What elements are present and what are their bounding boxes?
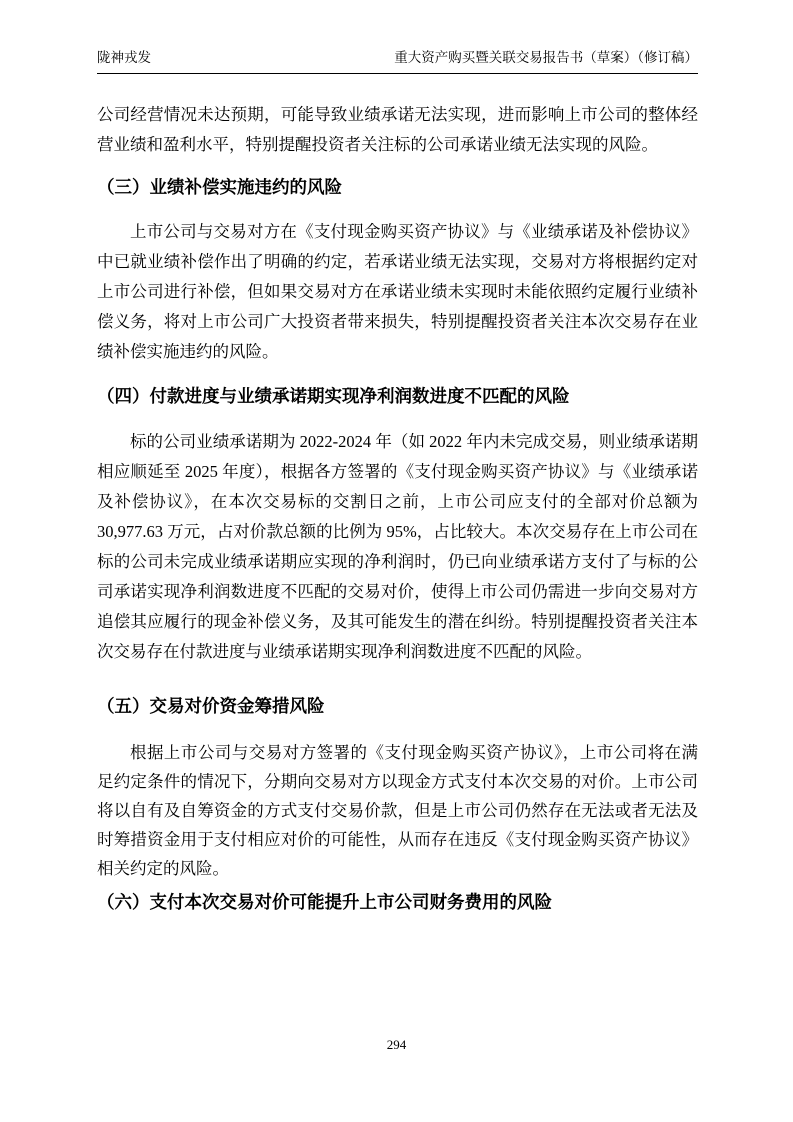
page-footer [0, 1036, 793, 1054]
paragraph-continuation: 公司经营情况未达预期，可能导致业绩承诺无法实现，进而影响上市公司的整体经营业绩和盈利水平，特别提醒投资者关注标的公司承诺业绩无法实现的风险。 [97, 105, 698, 154]
header-report-title: 重大资产购买暨关联交易报告书（草案）（修订稿） [394, 50, 698, 65]
paragraph-section-5: 根据上市公司与交易对方签署的《支付现金购买资产协议》，上市公司将在满足约定条件的情况下，分期向交易对方以现金方式支付本次交易的对价。上市公司将以自有及自筹资金的方式支付交易价款，但是上市公司仍然存在无法或者无法及时筹措资金用于支付相应对价的可能性，从而存在违反《支付现金购买资产协议》相关约定的风险。 [97, 743, 698, 878]
paragraph-section-3: 上市公司与交易对方在《支付现金购买资产协议》与《业绩承诺及补偿协议》中已就业绩补偿作出了明确的约定，若承诺业绩无法实现，交易对方将根据约定对上市公司进行补偿，但如果交易对方在承诺业绩未实现时未能依照约定履行业绩补偿义务，将对上市公司广大投资者带来损失，特别提醒投资者关注本次交易存在业绩补偿实施违约的风险。 [97, 222, 698, 361]
section-heading-3: （三）业绩补偿实施违约的风险 [97, 177, 342, 197]
paragraph-section-4: 标的公司业绩承诺期为 2022-2024 年（如 2022 年内未完成交易，则业绩承诺期相应顺延至 2025 年度），根据各方签署的《支付现金购买资产协议》与《业绩承诺及补偿协议》，在本次交易标的交割日之前，上市公司应支付的全部对价总额为 30,977.63 万元，占对价款总额的比例为 95%，占比较大。本次交易存在上市公司在标的公司未完成业绩承诺期应实现的净利润时，仍已向业绩承诺方支付了与标的公司承诺实现净利润数进度不匹配的交易对价，使得上市公司仍需进一步向交易对方追偿其应履行的现金补偿义务，及其可能发生的潜在纠纷。特别提醒投资者关注本次交易存在付款进度与业绩承诺期实现净利润数进度不匹配的风险。 [97, 432, 698, 661]
page-header [97, 48, 698, 74]
page-number: 294 [386, 1037, 407, 1052]
section-heading-6: （六）支付本次交易对价可能提升上市公司财务费用的风险 [97, 892, 552, 912]
page-body [97, 75, 698, 915]
header-company-name: 陇神戎发 [97, 50, 151, 65]
section-heading-4: （四）付款进度与业绩承诺期实现净利润数进度不匹配的风险 [97, 386, 570, 406]
section-heading-5: （五）交易对价资金筹措风险 [97, 696, 325, 716]
